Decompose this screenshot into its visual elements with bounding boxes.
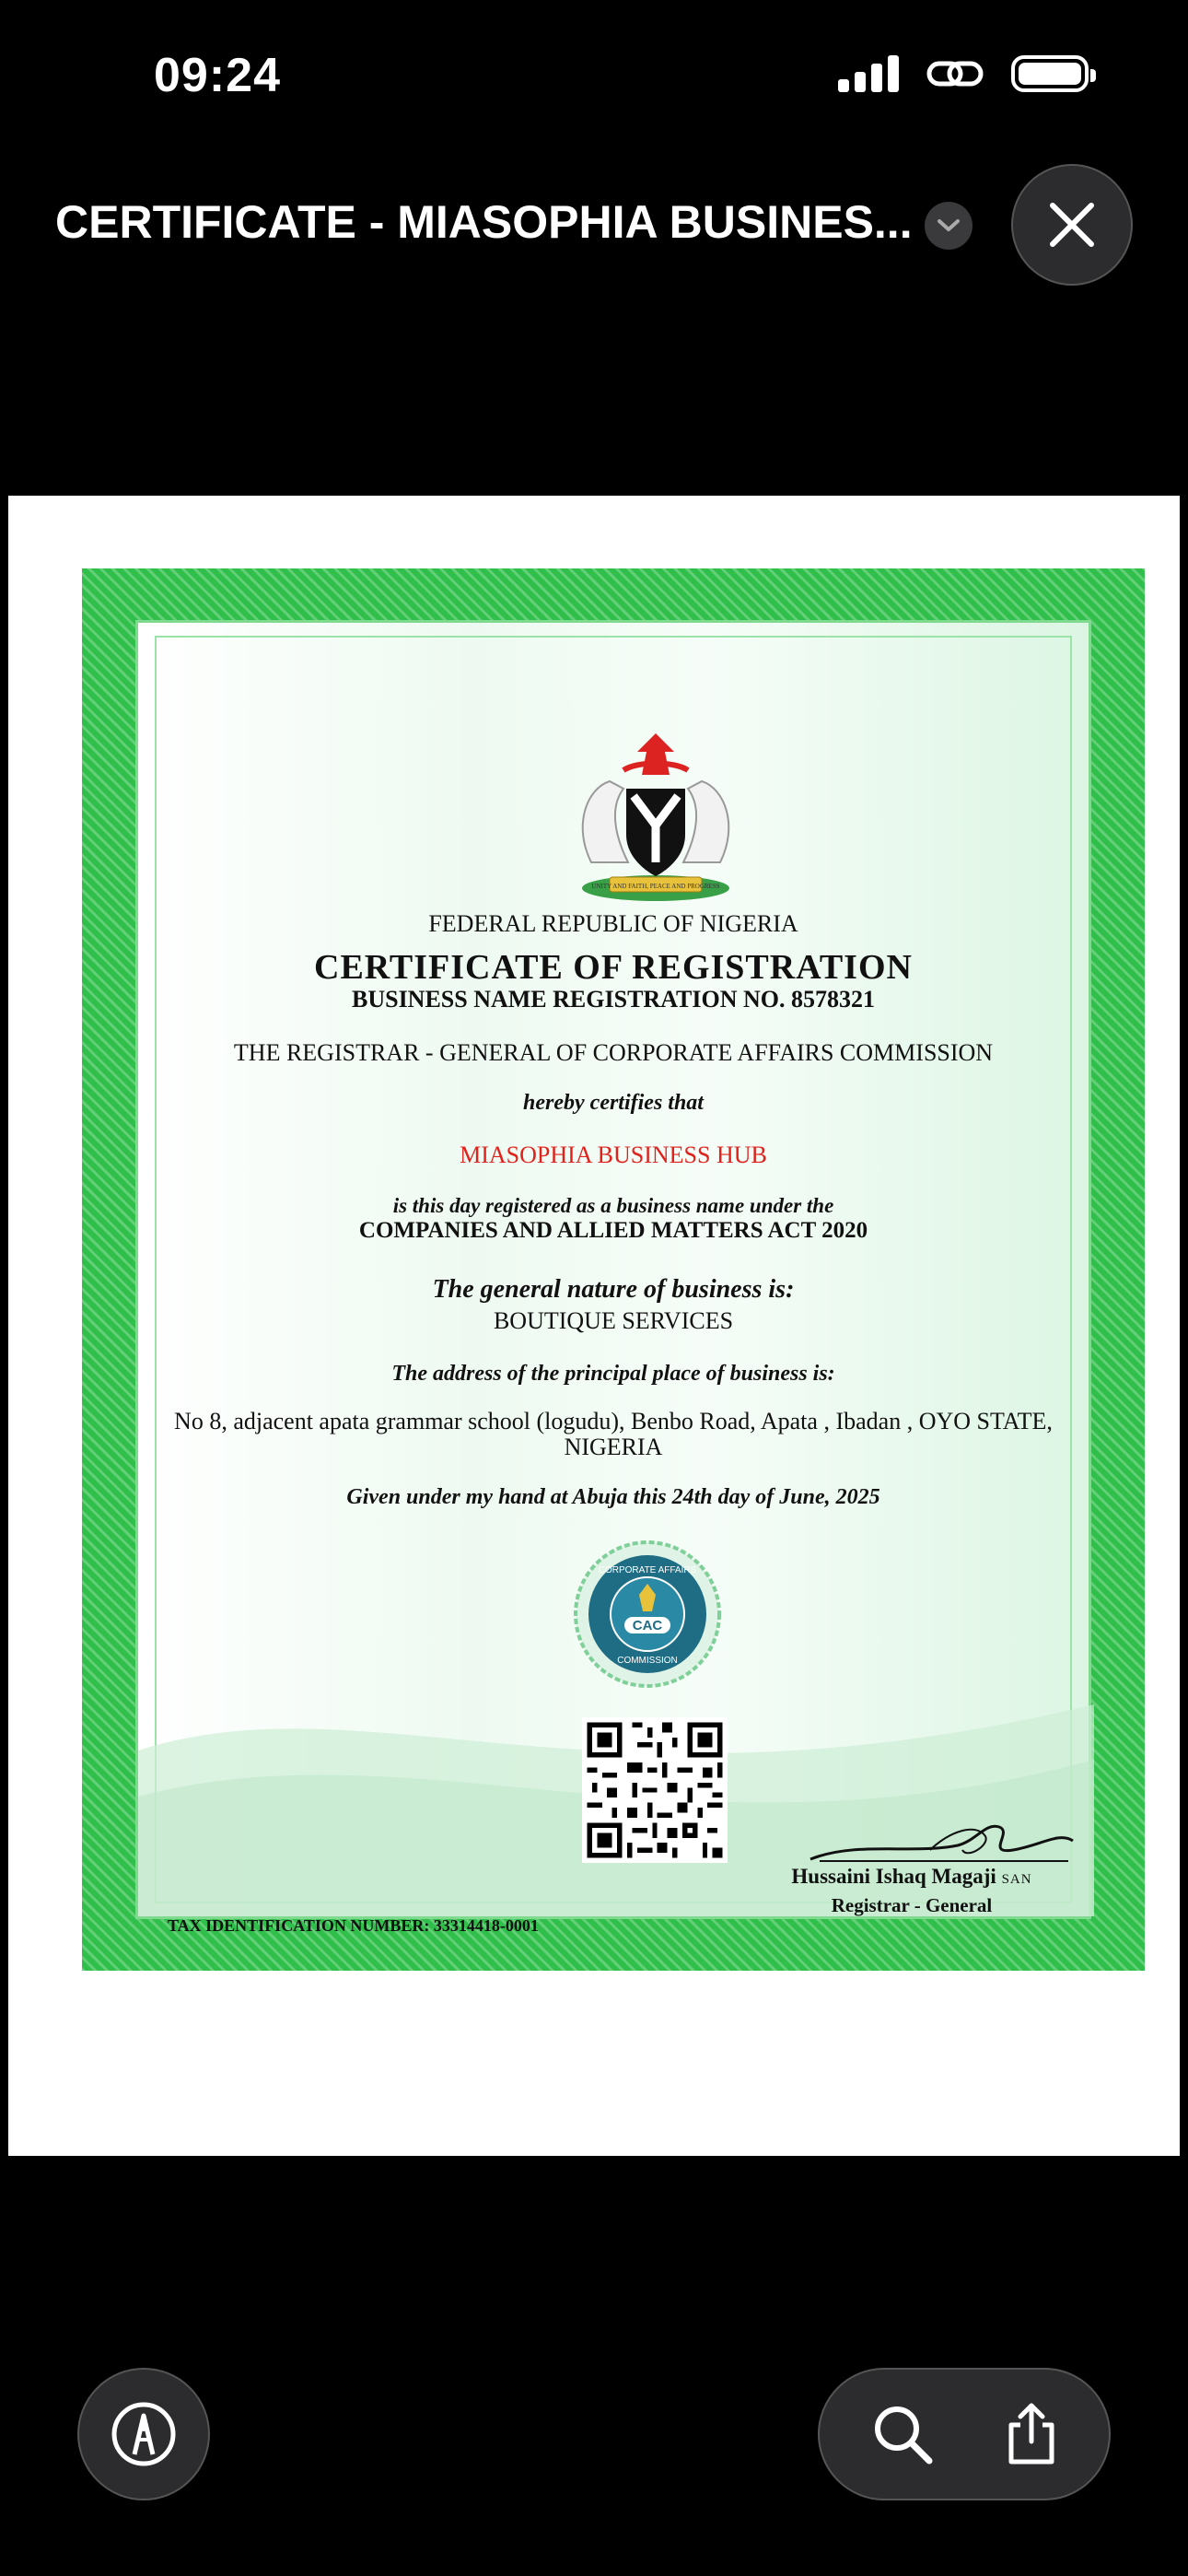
- cac-seal: [573, 1540, 722, 1689]
- close-button[interactable]: [1011, 164, 1133, 286]
- given-line: Given under my hand at Abuja this 24th day of June, 2025: [346, 1485, 880, 1509]
- address-line-2: NIGERIA: [564, 1434, 663, 1460]
- business-nature: BOUTIQUE SERVICES: [493, 1307, 734, 1334]
- markup-button[interactable]: [77, 2368, 210, 2500]
- signal-icon: [838, 55, 899, 92]
- certificate-border: [82, 568, 1145, 1971]
- certificate-title: CERTIFICATE OF REGISTRATION: [314, 948, 913, 987]
- document-title[interactable]: CERTIFICATE - MIASOPHIA BUSINES...: [55, 196, 913, 248]
- status-icons: [838, 55, 1089, 92]
- search-button[interactable]: [847, 2370, 958, 2499]
- business-name: MIASOPHIA BUSINESS HUB: [460, 1142, 767, 1168]
- seal-bottom-text: COMMISSION: [617, 1656, 678, 1666]
- markup-pen-icon: [111, 2401, 177, 2467]
- certificate-body: [135, 620, 1091, 1935]
- action-pill: [818, 2368, 1111, 2500]
- chevron-down-icon: [937, 218, 961, 233]
- coat-of-arms: [536, 724, 775, 908]
- tax-id-number: TAX IDENTIFICATION NUMBER: 33314418-0001: [168, 1916, 539, 1935]
- signer-name: Hussaini Ishaq Magaji SAN: [791, 1865, 1032, 1888]
- registered-line: is this day registered as a business name under the: [392, 1194, 834, 1217]
- qr-code: [582, 1717, 728, 1863]
- republic-heading: FEDERAL REPUBLIC OF NIGERIA: [428, 910, 798, 937]
- close-icon: [1047, 200, 1097, 250]
- act-name: COMPANIES AND ALLIED MATTERS ACT 2020: [358, 1218, 868, 1243]
- seal-center-text: CAC: [632, 1618, 663, 1633]
- certifies-line: hereby certifies that: [523, 1091, 704, 1115]
- coat-motto: UNITY AND FAITH, PEACE AND PROGRESS: [591, 883, 720, 890]
- seal-top-text: CORPORATE AFFAIRS: [598, 1565, 697, 1575]
- status-time: 09:24: [154, 49, 281, 102]
- address-line-1: No 8, adjacent apata grammar school (logudu), Benbo Road, Apata , Ibadan , OYO STATE,: [174, 1408, 1053, 1434]
- document-page[interactable]: [8, 496, 1180, 2156]
- link-icon: [926, 55, 984, 92]
- nature-label: The general nature of business is:: [432, 1275, 795, 1304]
- title-menu-button[interactable]: [925, 202, 973, 250]
- share-icon: [1004, 2401, 1059, 2467]
- registration-number: BUSINESS NAME REGISTRATION NO. 8578321: [351, 986, 875, 1013]
- signer-title: Registrar - General: [831, 1894, 993, 1916]
- address-label: The address of the principal place of business is:: [391, 1362, 835, 1386]
- registrar-line: THE REGISTRAR - GENERAL OF CORPORATE AFFAIRS COMMISSION: [233, 1039, 994, 1066]
- share-button[interactable]: [976, 2370, 1087, 2499]
- battery-icon: [1011, 55, 1089, 92]
- signer-suffix: SAN: [1001, 1872, 1032, 1887]
- search-icon: [870, 2402, 935, 2466]
